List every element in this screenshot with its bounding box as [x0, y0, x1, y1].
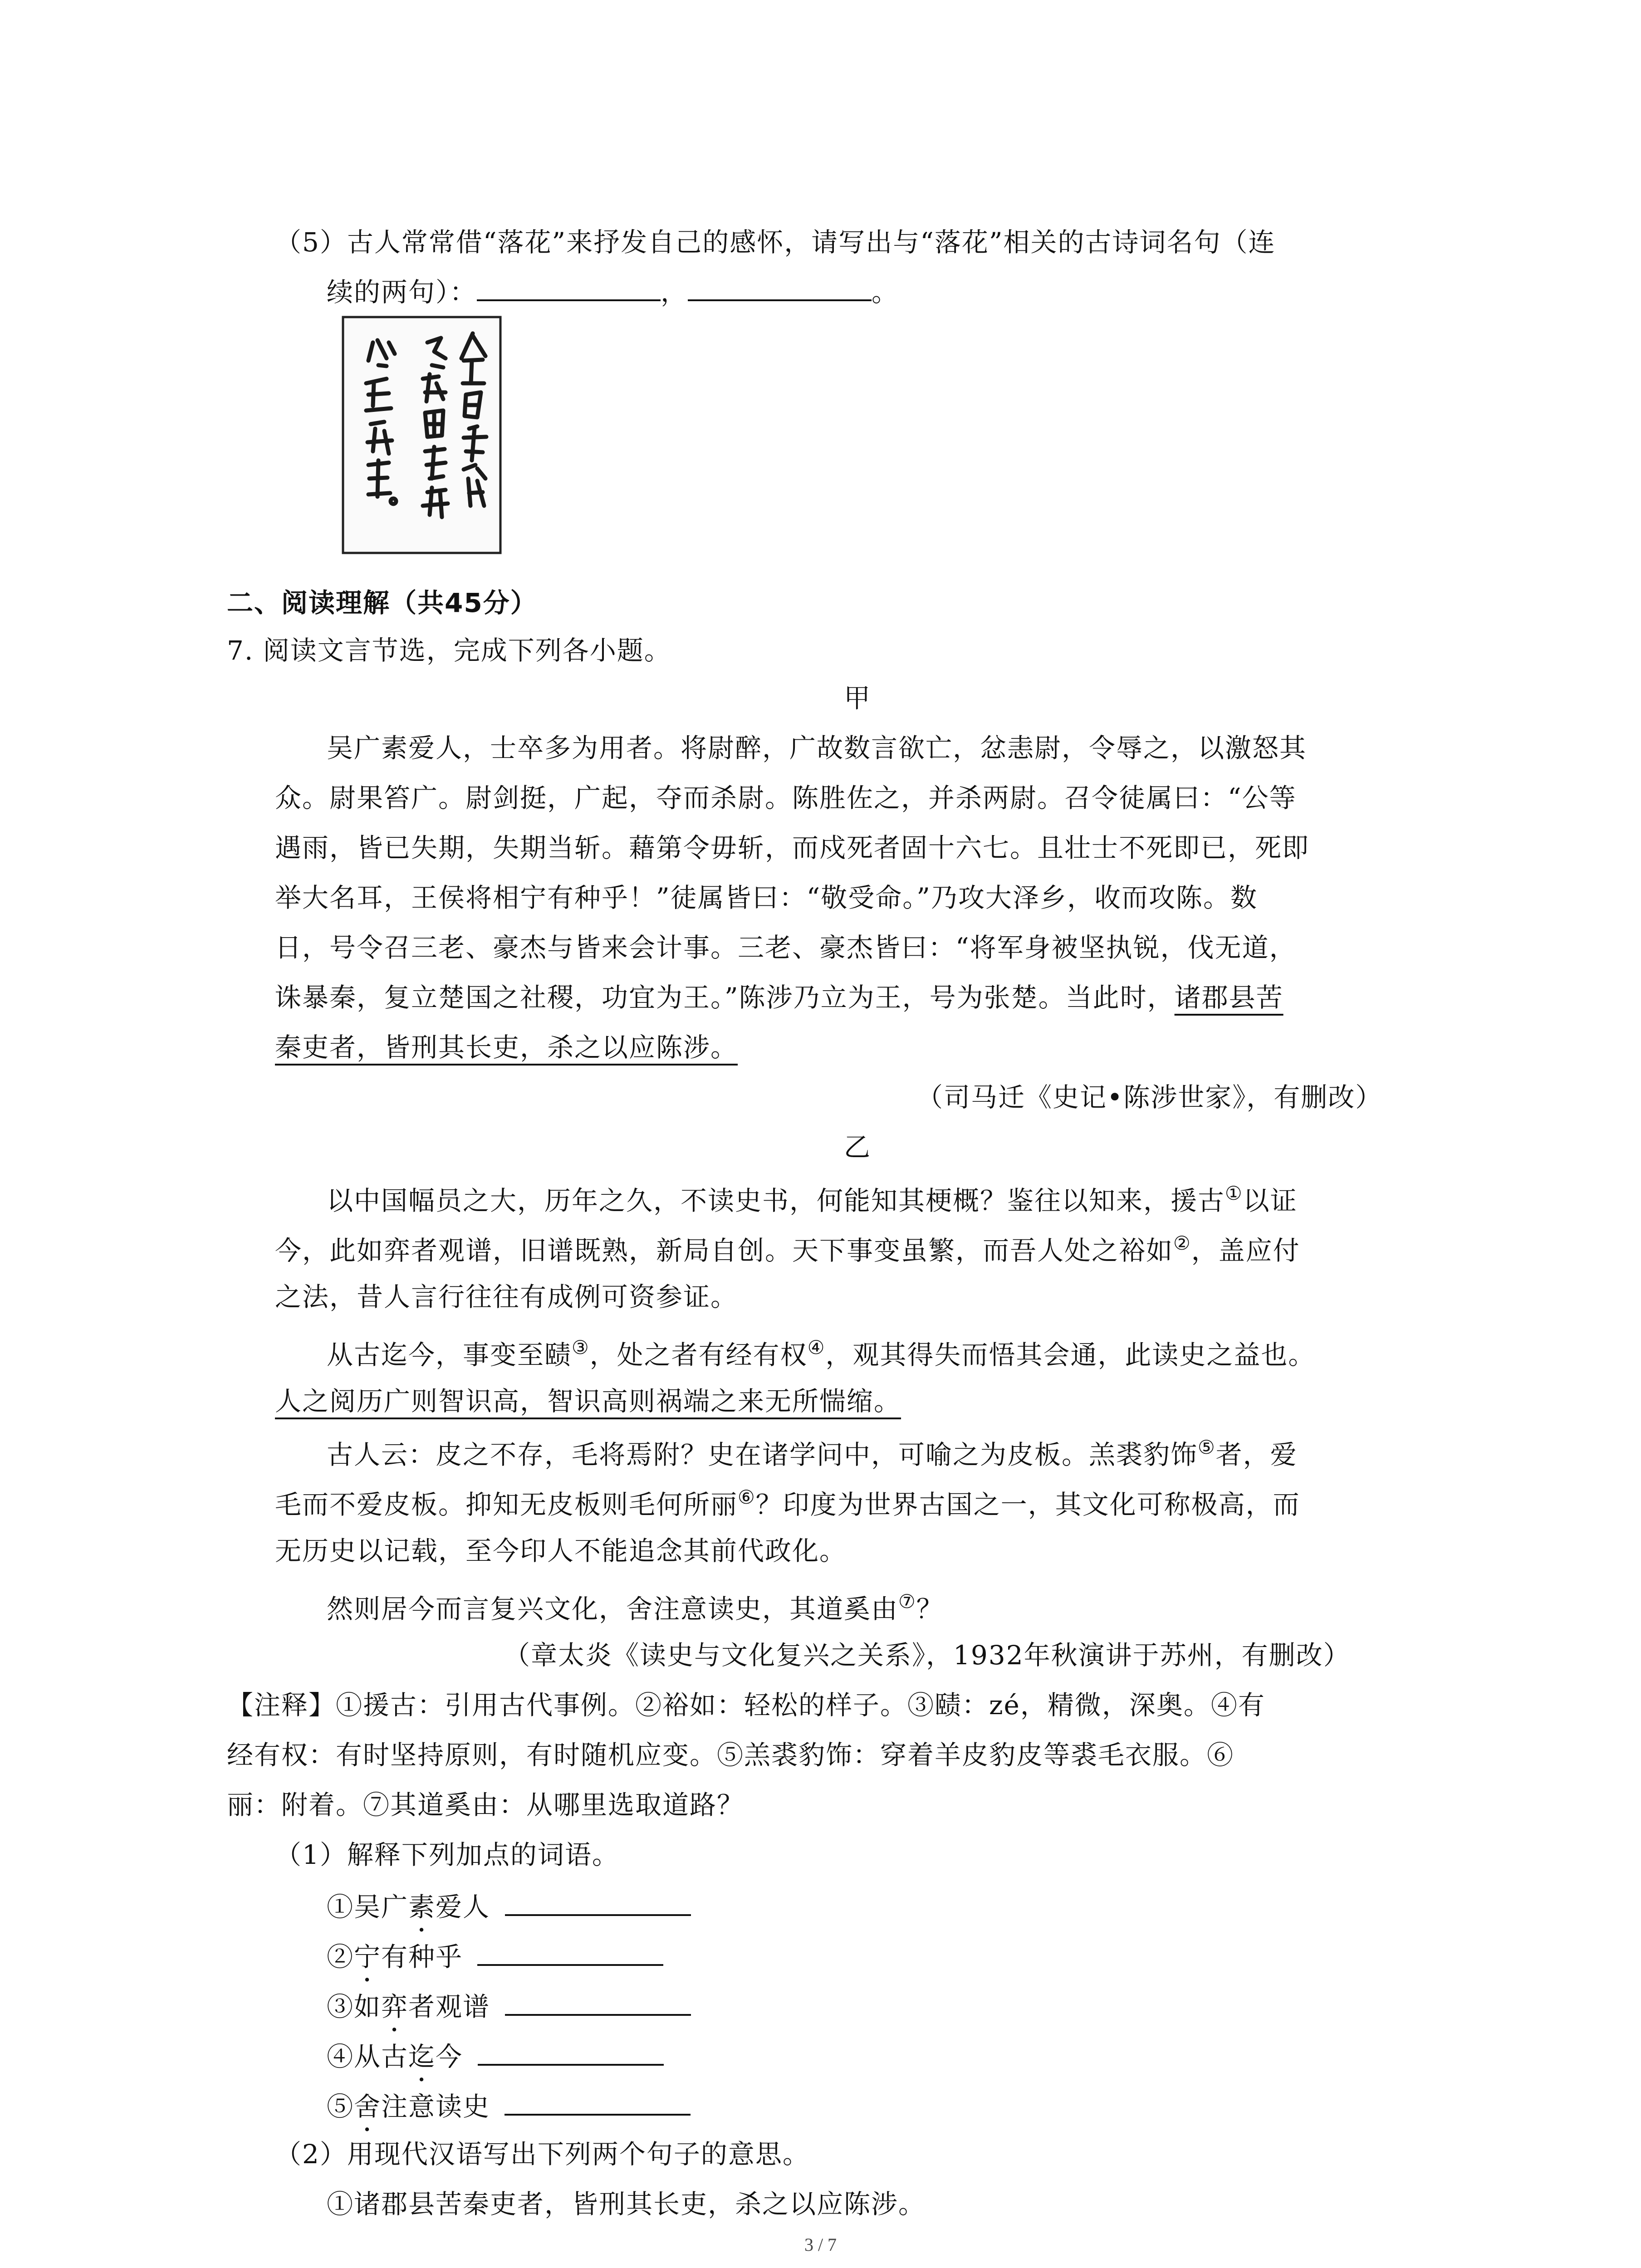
footnote-marker-6: ⑥: [738, 1486, 756, 1508]
footnote-marker-5: ⑤: [1198, 1436, 1216, 1458]
q5-comma: ，: [661, 277, 688, 308]
page-number: 3 / 7: [804, 2234, 837, 2255]
answer-blank-1[interactable]: [477, 281, 661, 301]
jia-line-5: 日，号令召三老、豪杰与皆来会计事。三老、豪杰皆曰：“将军身被坚执锐，伐无道，: [275, 932, 1297, 963]
item-text: 今: [436, 2041, 463, 2072]
yi-p1-line3: 之法，昔人言行往往有成例可资参证。: [275, 1281, 738, 1312]
q5-line2-prefix: 续的两句）：: [327, 277, 477, 308]
jia-line-6: [275, 984, 1283, 1011]
item-text: 爱人: [436, 1892, 490, 1922]
calligraphy-text: 人生自古谁无死留取丹心照汗青。: [341, 315, 348, 316]
item-number: ②: [327, 1941, 354, 1972]
yi-text: 今，此如弈者观谱，旧谱既熟，新局自创。天下事变虽繁，而吾人处之裕如: [275, 1235, 1174, 1266]
yi-text: 然则居今而言复兴文化，舍注意读史，其道奚由: [327, 1593, 899, 1624]
sub1-item-1: [327, 1892, 691, 1938]
yi-p1-line2: [275, 1234, 1300, 1264]
answer-blank-item-4[interactable]: [478, 2046, 664, 2066]
item-text: 者观谱: [408, 1991, 490, 2022]
item-number: ③: [327, 1991, 354, 2022]
yi-p1-line1: [327, 1184, 1298, 1214]
q5-line1: （5）古人常常借“落花”来抒发自己的感怀，请写出与“落花”相关的古诗词名句（连: [275, 227, 1276, 258]
sub1-item-2: [327, 1941, 663, 1988]
yi-text: ，盖应付: [1191, 1235, 1300, 1266]
passage-yi-title: 乙: [844, 1132, 872, 1163]
answer-blank-item-1[interactable]: [505, 1896, 691, 1916]
item-number: ④: [327, 2041, 354, 2072]
sub1-item-5: [327, 2091, 691, 2137]
section-title: 二、阅读理解（共45分）: [227, 587, 538, 618]
dotted-word: 迄: [408, 2041, 436, 2072]
item-text: 注意读史: [381, 2091, 490, 2122]
yi-text: ？印度为世界古国之一，其文化可称极高，而: [755, 1489, 1300, 1520]
answer-blank-2[interactable]: [688, 281, 872, 301]
yi-underlined-sentence: 人之阅历广则智识高，智识高则祸端之来无所惴缩。: [275, 1386, 901, 1417]
item-text: 如: [354, 1991, 382, 2022]
yi-p3-line3: 无历史以记载，至今印人不能追念其前代政化。: [275, 1535, 847, 1566]
yi-p3-line1: [327, 1438, 1298, 1468]
dotted-word: 弈: [381, 1991, 409, 2022]
yi-source: （章太炎《读史与文化复兴之关系》，1932年秋演讲于苏州，有删改）: [504, 1640, 1351, 1671]
yi-text: 毛而不爱皮板。抑知无皮板则毛何所丽: [275, 1489, 738, 1520]
sub1-prompt: （1）解释下列加点的词语。: [275, 1839, 619, 1870]
notes-line-2: 经有权：有时坚持原则，有时随机应变。⑤羔裘豹饰：穿着羊皮豹皮等裘毛衣服。⑥: [227, 1740, 1234, 1770]
jia-line-2: 众。尉果笞广。尉剑挺，广起，夺而杀尉。陈胜佐之，并杀两尉。召令徒属曰：“公等: [275, 782, 1297, 813]
jia-source: （司马迁《史记•陈涉世家》，有删改）: [916, 1082, 1383, 1113]
yi-text: 古人云：皮之不存，毛将焉附？史在诸学问中，可喻之为皮板。羔裘豹饰: [327, 1439, 1198, 1470]
answer-blank-item-3[interactable]: [505, 1996, 691, 2016]
sub1-item-4: [327, 2041, 664, 2087]
footnote-marker-4: ④: [807, 1336, 826, 1359]
yi-text: 从古迄今，事变至赜: [327, 1339, 572, 1370]
sub2-item-1: ①诸郡县苦秦吏者，皆刑其长吏，杀之以应陈涉。: [327, 2189, 926, 2219]
notes-line-3: 丽：附着。⑦其道奚由：从哪里选取道路？: [227, 1789, 745, 1820]
yi-text: 以中国幅员之大，历年之久，不读史书，何能知其梗概？鉴往以知来，援古: [327, 1185, 1225, 1216]
q5-period: 。: [872, 277, 899, 308]
q5-line2: [327, 277, 899, 308]
footnote-marker-3: ③: [572, 1336, 590, 1359]
footnote-marker-2: ②: [1173, 1232, 1191, 1254]
jia-line-4: 举大名耳，王侯将相宁有种乎！”徒属皆曰：“敬受命。”乃攻大泽乡，收而攻陈。数: [275, 882, 1258, 913]
notes-line-1: 【注释】①援古：引用古代事例。②裕如：轻松的样子。③赜：zé，精微，深奥。④有: [227, 1690, 1265, 1721]
passage-jia-title: 甲: [844, 683, 872, 714]
dotted-word: 宁: [354, 1941, 382, 1972]
item-number: ⑤: [327, 2091, 354, 2122]
sub2-prompt: （2）用现代汉语写出下列两个句子的意思。: [275, 2139, 810, 2170]
dotted-word: 素: [408, 1892, 436, 1922]
jia-line-1: 吴广素爱人，士卒多为用者。将尉醉，广故数言欲亡，忿恚尉，令辱之，以激怒其: [327, 733, 1307, 763]
footnote-marker-1: ①: [1225, 1182, 1243, 1204]
yi-p4-line1: [327, 1592, 944, 1622]
sub1-item-3: [327, 1991, 691, 2038]
jia-line-3: 遇雨，皆已失期，失期当斩。藉第令毋斩，而戍死者固十六七。且壮士不死即已，死即: [275, 832, 1310, 863]
dotted-word: 舍: [354, 2091, 382, 2122]
yi-p2-line1: [327, 1338, 1315, 1368]
yi-p3-line2: [275, 1488, 1300, 1518]
jia-underlined-sentence-end: 秦吏者，皆刑其长吏，杀之以应陈涉。: [275, 1032, 738, 1063]
answer-blank-item-2[interactable]: [477, 1946, 663, 1966]
jia-line-6-text: 诛暴秦，复立楚国之社稷，功宜为王。”陈涉乃立为王，号为张楚。当此时，: [275, 982, 1175, 1013]
footnote-marker-7: ⑦: [898, 1590, 916, 1613]
item-text: 从古: [354, 2041, 409, 2072]
jia-underlined-sentence-start: 诸郡县苦: [1174, 982, 1283, 1013]
yi-text: ？: [916, 1593, 944, 1624]
calligraphy-image: [341, 315, 502, 565]
item-number: ①: [327, 1892, 354, 1922]
item-text: 有种乎: [381, 1941, 463, 1972]
yi-text: ，处之者有经有权: [589, 1339, 808, 1370]
item-text: 吴广: [354, 1892, 409, 1922]
answer-blank-item-5[interactable]: [505, 2096, 691, 2116]
yi-text: 以证: [1243, 1185, 1298, 1216]
yi-text: ，观其得失而悟其会通，此读史之益也。: [825, 1339, 1316, 1370]
q7-intro: 7. 阅读文言节选，完成下列各小题。: [227, 635, 671, 666]
yi-text: 者，爱: [1215, 1439, 1298, 1470]
